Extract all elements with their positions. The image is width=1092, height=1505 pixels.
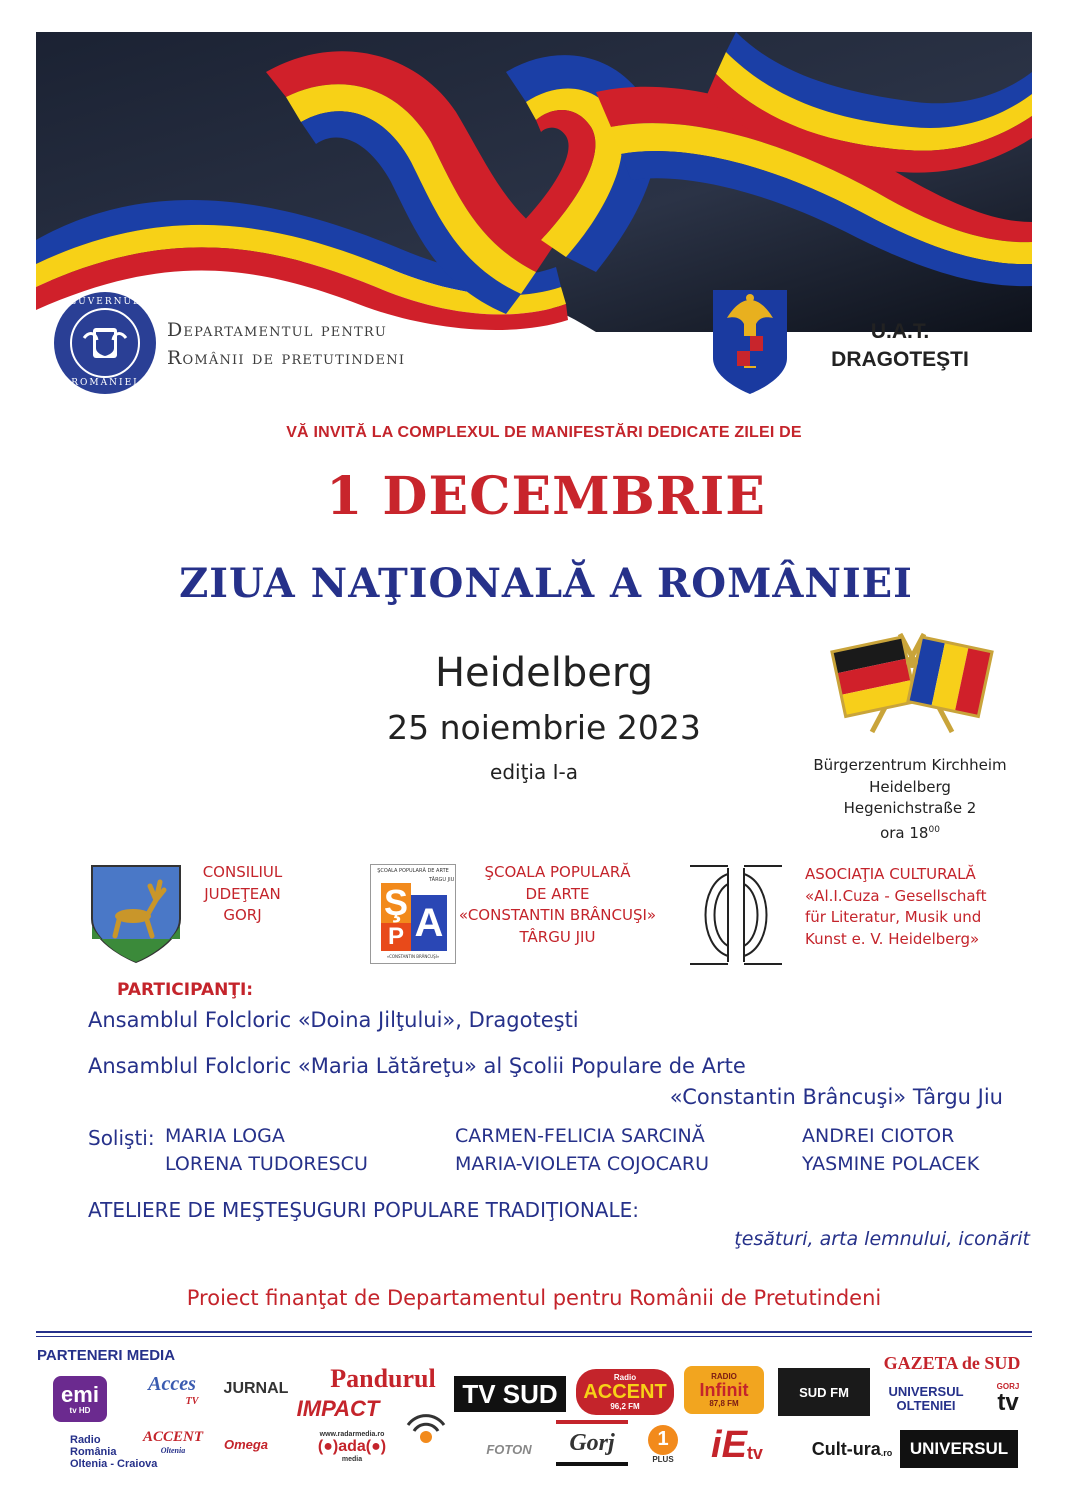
radio-accent-logo: Radio ACCENT 96,2 FM bbox=[576, 1369, 674, 1415]
divider bbox=[36, 1336, 1032, 1337]
school-logo-letter-p: P bbox=[381, 923, 411, 951]
ribbon-illustration bbox=[36, 32, 1032, 332]
association-line-1: ASOCIAŢIA CULTURALĂ bbox=[805, 865, 976, 883]
school-logo-letter-s: Ş bbox=[381, 883, 411, 923]
omega-logo: Omega bbox=[223, 1436, 269, 1452]
ie-tv-logo: iE tv bbox=[711, 1423, 763, 1466]
event-edition: ediţia I-a bbox=[490, 760, 578, 784]
uat-line-2: DRAGOTEŞTI bbox=[831, 348, 969, 371]
workshops-items: ţesături, arta lemnului, iconărit bbox=[734, 1228, 1030, 1250]
soloist: CARMEN-FELICIA SARCINĂ bbox=[455, 1125, 705, 1147]
government-seal bbox=[52, 290, 158, 396]
tricolor-ribbon-banner bbox=[36, 32, 1032, 332]
department-name bbox=[167, 316, 405, 372]
council-line-1: CONSILIUL bbox=[202, 863, 283, 881]
school-line-3: «CONSTANTIN BRÂNCUŞI» bbox=[458, 906, 657, 924]
radio-romania-oltenia-logo: Radio România Oltenia - Craiova bbox=[70, 1434, 158, 1470]
radio-logo bbox=[400, 1396, 452, 1462]
crossed-flags bbox=[832, 622, 992, 737]
coat-of-arms-romania bbox=[711, 288, 789, 396]
coat-of-arms-icon bbox=[711, 288, 789, 396]
deer-shield-icon bbox=[90, 864, 182, 964]
soloist: MARIA-VIOLETA COJOCARU bbox=[455, 1153, 709, 1175]
association-line-4: Kunst e. V. Heidelberg» bbox=[805, 929, 980, 948]
event-title: 1 DECEMBRIE bbox=[326, 466, 766, 527]
acces-tv-logo: Acces TV bbox=[148, 1373, 199, 1407]
radio-wave-icon bbox=[406, 1409, 446, 1449]
soloists-col-2 bbox=[455, 1122, 709, 1178]
venue-time: ora $18^{00}$ bbox=[880, 823, 940, 842]
department-line-2: Românii de pretutindeni bbox=[167, 347, 406, 369]
school-name bbox=[450, 862, 665, 948]
impact-logo: IMPACT bbox=[296, 1396, 380, 1421]
divider bbox=[36, 1331, 1032, 1333]
uat-line-1: U.A.T. bbox=[870, 320, 930, 343]
school-logo-letter-a: A bbox=[411, 895, 447, 951]
venue-line-1: Bürgerzentrum Kirchheim bbox=[813, 756, 1007, 774]
universul-logo: UNIVERSUL bbox=[900, 1430, 1018, 1468]
foton-logo: FOTON bbox=[486, 1441, 532, 1457]
emi-tv-logo: emi tv HD bbox=[53, 1376, 107, 1422]
soloists-col-3 bbox=[802, 1122, 979, 1178]
school-logo bbox=[370, 864, 456, 964]
tv-sud-logo: TV SUD bbox=[454, 1376, 566, 1412]
school-logo-bottom-text: «CONSTANTIN BRÂNCUŞI» bbox=[386, 954, 440, 959]
council-gorj bbox=[170, 862, 315, 927]
association-name bbox=[805, 864, 1030, 950]
gazeta-de-sud-logo: GAZETA de SUD bbox=[883, 1352, 1021, 1373]
event-subtitle: ZIUA NAŢIONALĂ A ROMÂNIEI bbox=[179, 560, 913, 607]
association-line-2: «Al.I.Cuza - Gesellschaft bbox=[805, 886, 987, 905]
participant-ensemble-1: Ansamblul Folcloric «Doina Jilţului», Dragoteşti bbox=[88, 1008, 579, 1032]
council-line-2: JUDEŢEAN bbox=[204, 884, 281, 903]
workshops-heading: ATELIERE DE MEŞTEŞUGURI POPULARE TRADIŢIONALE: bbox=[88, 1198, 639, 1222]
soloist: LORENA TUDORESCU bbox=[165, 1153, 368, 1175]
school-line-1: ŞCOALA POPULARĂ bbox=[484, 863, 631, 881]
participant-ensemble-2-cont: «Constantin Brâncuşi» Târgu Jiu bbox=[669, 1085, 1003, 1109]
soloist: MARIA LOGA bbox=[165, 1125, 285, 1147]
venue-line-3: Hegenichstraße 2 bbox=[843, 799, 977, 817]
participant-ensemble-2: Ansamblul Folcloric «Maria Lătăreţu» al Şcolii Populare de Arte bbox=[88, 1054, 746, 1078]
soloists-label: Solişti: bbox=[88, 1126, 155, 1150]
jurnal-logo: JURNAL bbox=[223, 1380, 289, 1397]
participants-heading: PARTICIPANŢI: bbox=[117, 980, 254, 1000]
one-tv-plus-logo: 1 PLUS bbox=[636, 1420, 690, 1468]
soloist: ANDREI CIOTOR bbox=[802, 1125, 955, 1147]
uat-dragotesti bbox=[820, 318, 980, 374]
radar-media-logo: www.radarmedia.ro (●)ada(●) media bbox=[317, 1431, 387, 1463]
cultura-logo: Cult-ura .ro bbox=[811, 1438, 893, 1459]
seal-top-text: GUVERNUL bbox=[68, 297, 142, 307]
accent-oltenia-logo: ACCENT Oltenia bbox=[142, 1429, 203, 1455]
universul-olteniei-logo: UNIVERSUL OLTENIEI bbox=[888, 1384, 964, 1413]
school-line-2: DE ARTE bbox=[525, 884, 590, 903]
association-line-3: für Literatur, Musik und bbox=[805, 908, 982, 926]
council-line-3: GORJ bbox=[223, 906, 262, 924]
school-line-4: TÂRGU JIU bbox=[519, 927, 596, 946]
seal-bottom-text: ROMÂNIEI bbox=[71, 378, 139, 388]
event-city: Heidelberg bbox=[434, 650, 654, 696]
gorj-coat-of-arms bbox=[90, 864, 182, 964]
radio-infinit-logo: RADIO Infinit 87,8 FM bbox=[684, 1366, 764, 1414]
event-date: 25 noiembrie 2023 bbox=[387, 708, 701, 747]
school-logo-side-text: TÂRGU JIU bbox=[429, 877, 455, 883]
venue-info bbox=[790, 755, 1030, 844]
venue-line-2: Heidelberg bbox=[869, 777, 951, 796]
gorj-tv-logo: GORJ tv bbox=[996, 1381, 1020, 1416]
soloists-col-1 bbox=[165, 1122, 368, 1178]
media-partners-heading: PARTENERI MEDIA bbox=[37, 1347, 176, 1364]
school-logo-top-text: ŞCOALA POPULARĂ DE ARTE bbox=[377, 868, 449, 874]
funding-note: Proiect finanţat de Departamentul pentru Românii de Pretutindeni bbox=[186, 1286, 882, 1310]
soloist: YASMINE POLACEK bbox=[802, 1153, 980, 1175]
gorj-logo: Gorj bbox=[556, 1420, 628, 1466]
sud-fm-logo: SUD FM bbox=[778, 1368, 870, 1416]
department-line-1: Departamentul pentru bbox=[167, 319, 388, 341]
german-romanian-flags-icon bbox=[832, 622, 992, 737]
pandurul-logo: Pandurul bbox=[330, 1364, 436, 1393]
association-logo bbox=[688, 864, 784, 966]
invitation-text: VĂ INVITĂ LA COMPLEXUL DE MANIFESTĂRI DEDICATE ZILEI DE bbox=[286, 424, 802, 441]
association-emblem-icon bbox=[688, 864, 784, 966]
